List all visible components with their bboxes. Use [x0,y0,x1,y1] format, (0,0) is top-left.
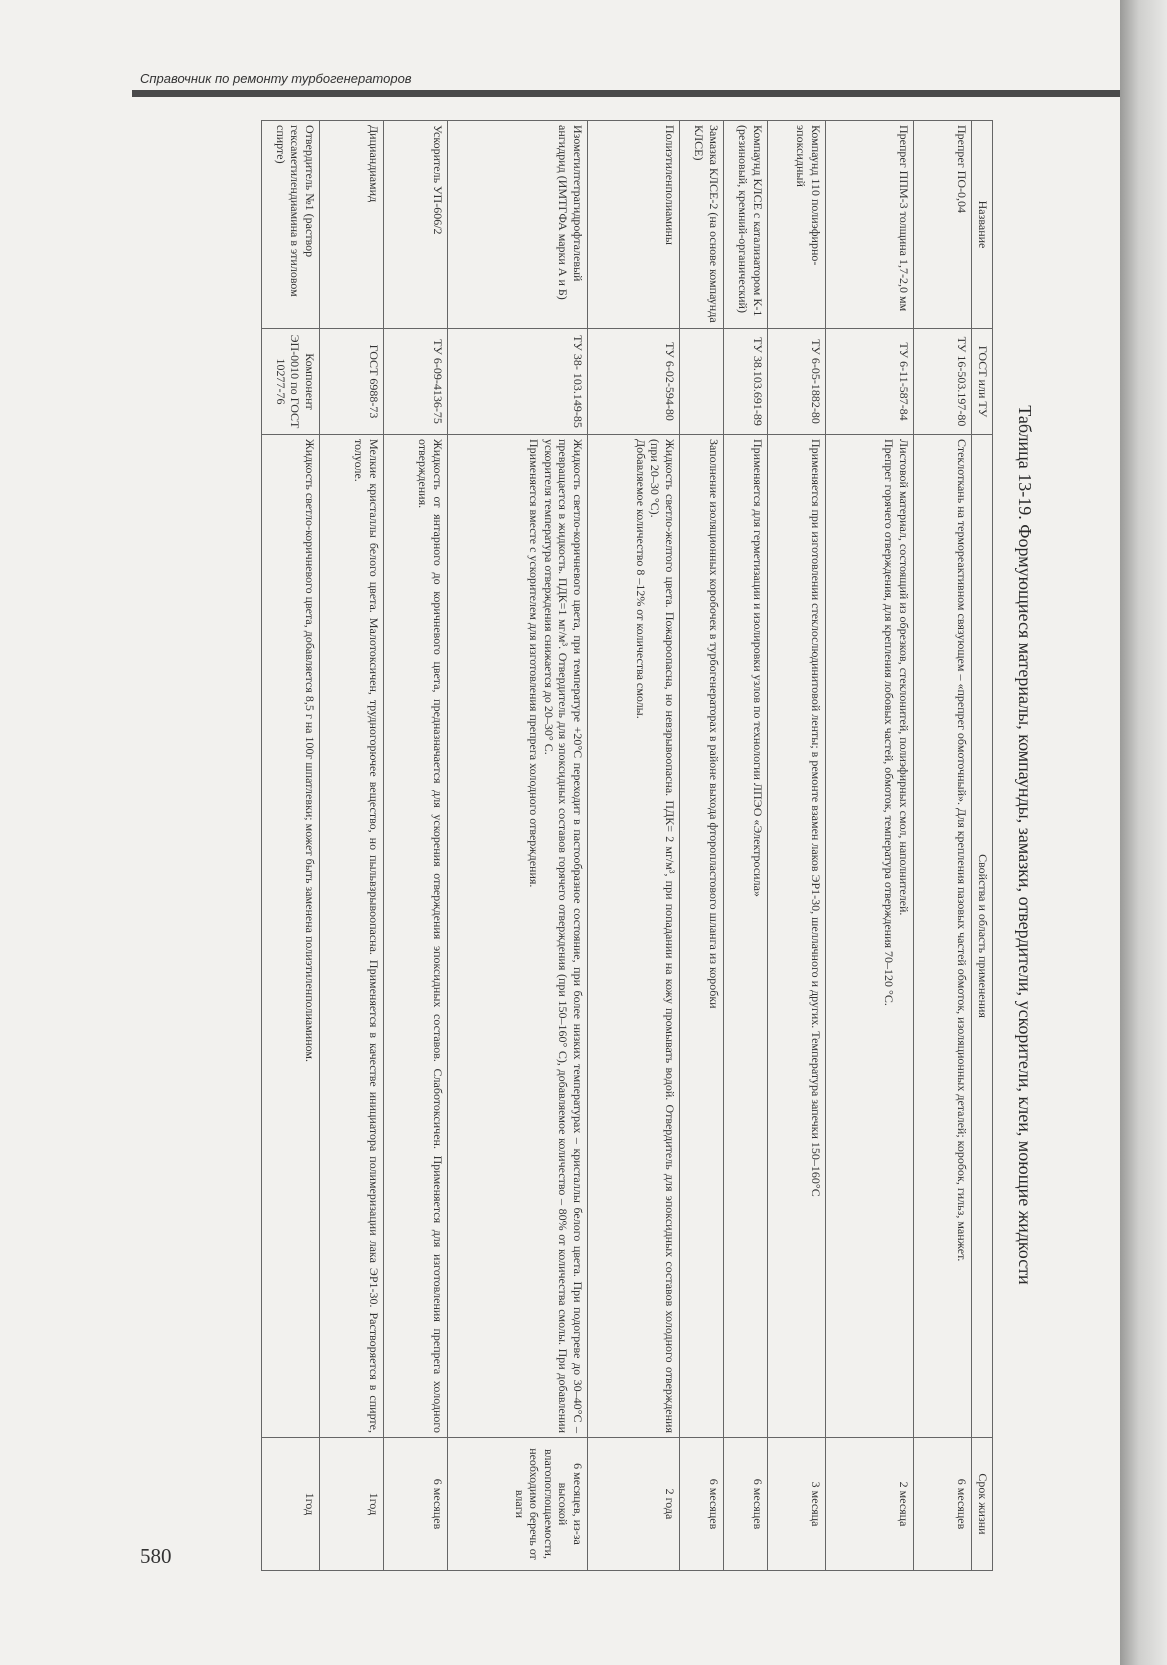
table-row [768,121,826,1571]
properties-text: Жидкость светло-желтого цвета. Пожароопасна, но невзрывоопасна. ПДК= 2 мг/м³, при попадании на кожу промывать водой. Отвердитель для эпоксидных составов холодного отверждения (при 20–30 °С). [648,439,677,1433]
cell-name: Полиэтиленполиамины [588,121,680,329]
cell-gost: ГОСТ 6988-73 [320,329,384,435]
cell-name: Изометилтетрагидрофталевый ангидрид (ИМТГФА марки А и Б) [448,121,588,329]
cell-shelf-life: 2 года [588,1438,680,1571]
properties-text: Листовой материал, состоящий из обрезков, стеклонитей, полиэфирных смол, наполнителей. [897,439,911,916]
properties-text: Заполнение изоляционных коробочек в турбогенераторах в районе выхода фторопластового шланга из коробки [707,439,721,1009]
cell-name: Дициандиамид [320,121,384,329]
materials-table [261,120,993,1571]
column-header-shelf-life: Срок жизни [972,1438,993,1571]
properties-text: Применяется вместе с ускорителем для изготовления препрега холодного отверждения. [527,439,542,888]
cell-properties [588,435,680,1438]
table-row [724,121,768,1571]
cell-shelf-life: 1год [262,1438,320,1571]
cell-gost: ТУ 6-09-4136-75 [384,329,448,435]
table-row [384,121,448,1571]
cell-shelf-life: 6 месяцев [680,1438,724,1571]
cell-properties [448,435,588,1438]
cell-name: Компаунд КЛСЕ с катализатором К-1 (резиновый, кремний-органический) [724,121,768,329]
properties-text: Применяется для герметизации и изолировки узлов по технологии ЛПЭО «Электросила» [751,439,765,897]
cell-name: Отвердитель №1 (раствор гексаметилендиамина в этиловом спирте) [262,121,320,329]
cell-shelf-life: 6 месяцев [384,1438,448,1571]
cell-properties [914,435,972,1438]
properties-text: Применяется при изготовлении стеклослюдинитовой ленты; в ремонте взамен лаков ЭР1-30, шеллачного и других. Температура запечки 150–160°С [809,439,823,1197]
table-caption: Таблица 13-19. Формующиеся материалы, компаунды, замазки, отвердители, ускорители, клеи, моющие жидкости [1015,405,1035,1285]
properties-text: Добавляемое количество 8 –12% от количества смолы. [634,439,648,719]
cell-gost: ТУ 6-02-594-80 [588,329,680,435]
table-row [262,121,320,1571]
cell-shelf-life: 2 месяца [826,1438,914,1571]
cell-gost: ТУ 38.103.691-89 [724,329,768,435]
cell-gost: Компонент ЭП-0010 по ГОСТ 10277-76 [262,329,320,435]
cell-name: Замазка КЛСЕ-2 (на основе компаунда КЛСЕ) [680,121,724,329]
cell-properties [826,435,914,1438]
cell-gost [680,329,724,435]
cell-properties [320,435,384,1438]
rotated-table-block [162,120,1057,1570]
cell-name: Компаунд 110 полиэфирно-эпоксидный [768,121,826,329]
cell-shelf-life: 6 месяцев, из-за высокой влагопоглощаемости, необходимо беречь от влаги [448,1438,588,1571]
page-binding-edge [1120,0,1167,1665]
table-row [914,121,972,1571]
cell-gost: ТУ 16-503.197-80 [914,329,972,435]
cell-properties [724,435,768,1438]
column-header-name: Название [972,121,993,329]
properties-text: Препрег горячего отверждения, для крепления лобовых частей, обмоток, температура отверждения 70–120 °С. [882,439,897,1006]
properties-text: Мелкие кристаллы белого цвета. Малотоксичен, трудногорючее вещество, но пыльвзрывоопасна. Применяется в качестве инициатора полимеризации лака ЭР1-30. Растворяется в спирте, толуоле. [352,439,381,1433]
properties-text: Жидкость светло-коричневого цвета, при температуре +20°С переходит в пастообразное состояние, при более низких температурах – кристаллы белого цвета. При подогреве до 30–40°С – превращается в жидкость. ПДК=1 мг/м³. Отвердитель для эпоксидных составов горячего отверждения (при 150–160° С), добавляемое количество – 80% от количества смолы. При добавлении ускорителя температура отверждения снижается до 20–30° С. [542,439,585,1433]
cell-name: Препрег ППМ-3 толщина 1,7-2,0 мм [826,121,914,329]
table-row [826,121,914,1571]
cell-name: Ускоритель УП-606/2 [384,121,448,329]
cell-shelf-life: 3 месяца [768,1438,826,1571]
cell-shelf-life: 6 месяцев [724,1438,768,1571]
table-header-row [972,121,993,1571]
table-row [448,121,588,1571]
cell-properties [768,435,826,1438]
column-header-gost: ГОСТ или ТУ [972,329,993,435]
cell-gost: ТУ 6-05-1882-80 [768,329,826,435]
running-title: Справочник по ремонту турбогенераторов [140,71,412,86]
cell-gost: ТУ 38- 103.149-85 [448,329,588,435]
table-row [588,121,680,1571]
table-row [320,121,384,1571]
header-rule [132,90,1120,97]
cell-shelf-life: 6 месяцев [914,1438,972,1571]
column-header-properties: Свойства и область применения [972,435,993,1438]
cell-shelf-life: 1год [320,1438,384,1571]
cell-gost: ТУ 6-11-587-84 [826,329,914,435]
cell-properties [384,435,448,1438]
table-row [680,121,724,1571]
properties-text: Жидкость светло-коричневого цвета, добавляется 8,5 г на 100г шпатлевки; может быть заменена полиэтиленполиамином. [303,439,317,1063]
properties-text: Жидкость от янтарного до коричневого цвета, предназначается для ускорения отверждения эпоксидных составов. Слаботоксичен. Применяется для изготовления препрега холодного отверждения. [416,439,445,1433]
properties-text: Стеклоткань на термореактивном связующем – «препрег обмоточный». Для крепления пазовых частей обмоток, изоляционных деталей; коробок, гильз, манжет. [955,439,969,1262]
cell-properties [262,435,320,1438]
page-number: 580 [140,1544,172,1568]
cell-name: Препрег ПО-0,04 [914,121,972,329]
cell-properties [680,435,724,1438]
